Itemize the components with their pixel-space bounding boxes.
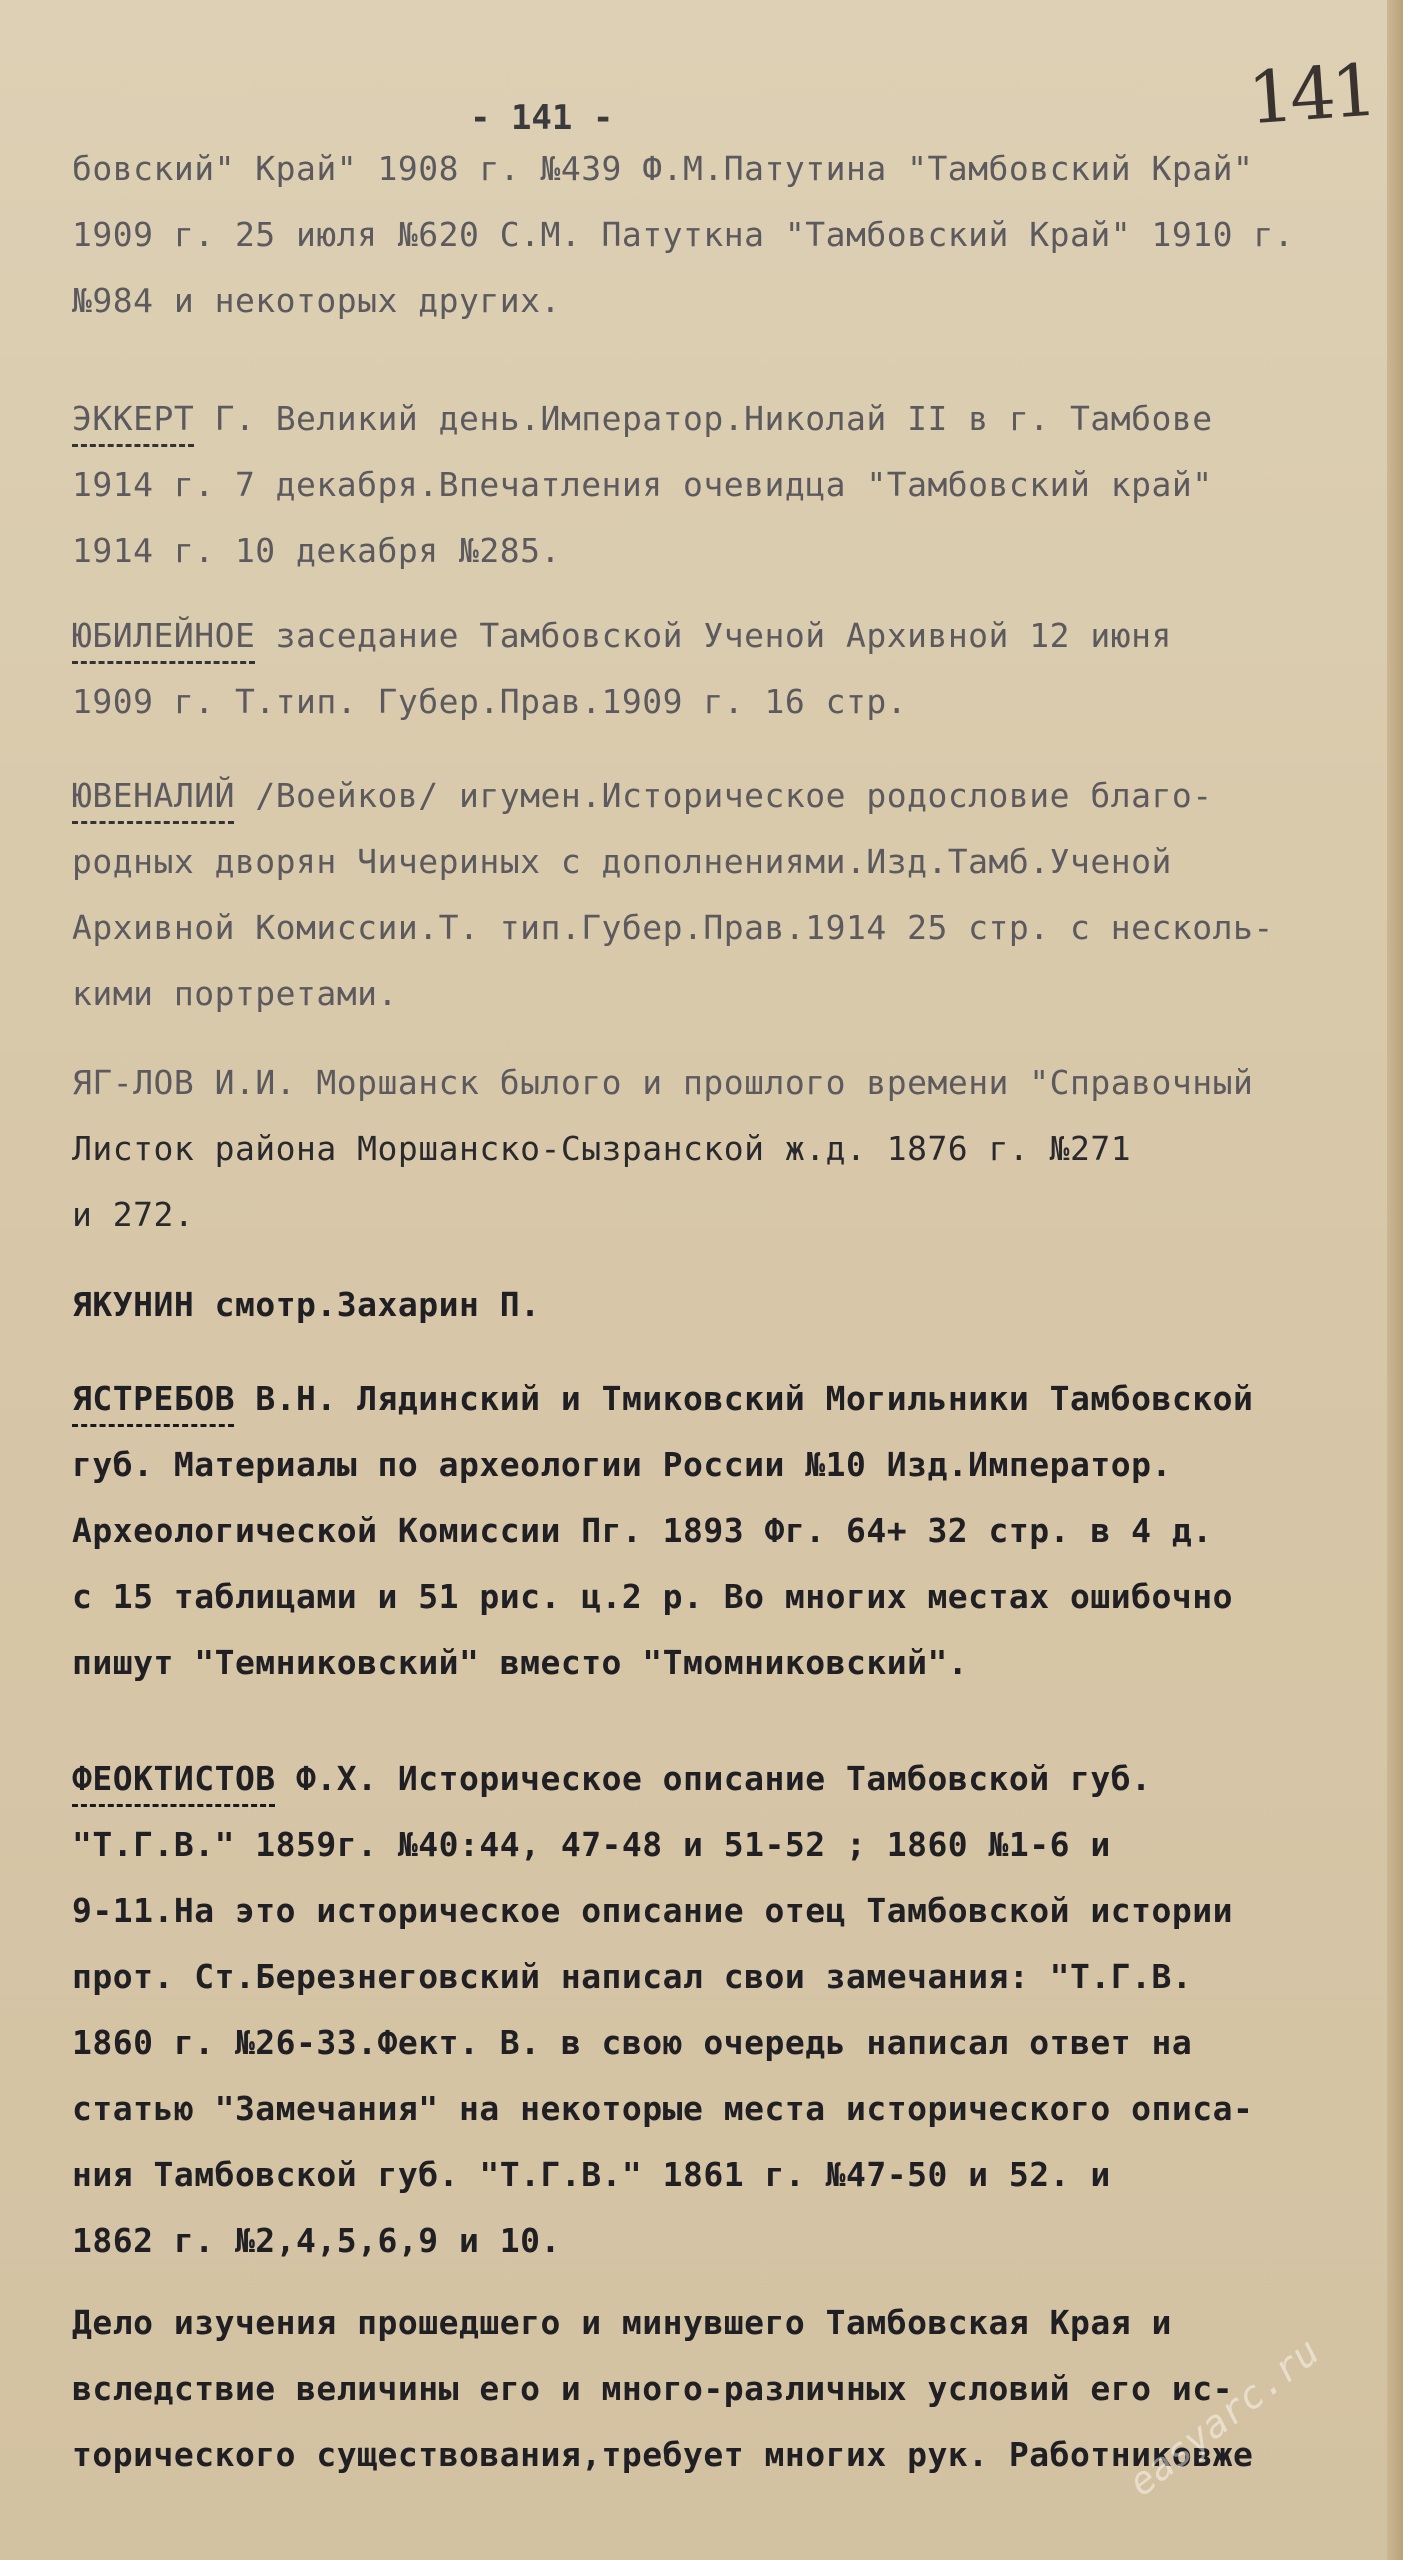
entry-first-line (72, 763, 1342, 829)
bibliography-entry (72, 1272, 1342, 1338)
text-line: пишут "Темниковский" вместо "Тмомниковский". (72, 1643, 969, 1682)
entry-key: ФЕОКТИСТОВ (72, 1759, 276, 1798)
bibliography-entry (72, 386, 1342, 584)
text-line: 1860 г. №26-33.Фект. В. в свою очередь написал ответ на (72, 2023, 1193, 2062)
entry-text: Г. Великий день.Император.Николай II в г. Тамбове (194, 399, 1213, 438)
watermark: easyarc.ru (1120, 2329, 1328, 2505)
entry-text: смотр.Захарин П. (194, 1285, 541, 1324)
text-line: Археологической Комиссии Пг. 1893 Фг. 64+ 32 стр. в 4 д. (72, 1511, 1213, 1550)
text-line: и 272. (72, 1195, 195, 1234)
text-line: Дело изучения прошедшего и минувшего Тамбовская Края и (72, 2303, 1172, 2342)
text-line: торического существования,требует многих рук. Работниковже (72, 2435, 1254, 2474)
entry-first-line (72, 386, 1342, 452)
entry-first-line (72, 1050, 1342, 1116)
text-line: Архивной Комиссии.Т. тип.Губер.Прав.1914 25 стр. с несколь- (72, 908, 1274, 947)
text-line: 1909 г. Т.тип. Губер.Прав.1909 г. 16 стр. (72, 682, 908, 721)
entry-key: ЯСТРЕБОВ (72, 1379, 235, 1418)
entry-key: ЭККЕРТ (72, 399, 195, 438)
entry-first-line (72, 1366, 1342, 1432)
entry-key: ЮБИЛЕЙНОЕ (72, 616, 256, 655)
text-line: "Т.Г.В." 1859г. №40:44, 47-48 и 51-52 ; 1860 №1-6 и (72, 1825, 1111, 1864)
bibliography-entry (72, 1366, 1342, 1696)
text-line: 9-11.На это историческое описание отец Тамбовской истории (72, 1891, 1233, 1930)
text-line: вследствие величины его и много-различных условий его ис- (72, 2369, 1233, 2408)
text-line: 1862 г. №2,4,5,6,9 и 10. (72, 2221, 561, 2260)
text-line: бовский" Край" 1908 г. №439 Ф.М.Патутина "Тамбовский Край" (72, 149, 1254, 188)
bibliography-entry (72, 1050, 1342, 1248)
text-line: №984 и некоторых других. (72, 281, 561, 320)
bibliography-entry (72, 1746, 1342, 2274)
text-line: кими портретами. (72, 974, 398, 1013)
entry-text: /Воейков/ игумен.Историческое родословие благо- (234, 776, 1213, 815)
bibliography-entry (72, 763, 1342, 1027)
text-line: губ. Материалы по археологии России №10 Изд.Император. (72, 1445, 1172, 1484)
entry-key: ЮВЕНАЛИЙ (72, 776, 235, 815)
handwritten-page-number: 141 (1245, 47, 1377, 141)
text-line: статью "Замечания" на некоторые места исторического описа- (72, 2089, 1254, 2128)
page-number: - 141 - (470, 98, 614, 138)
entry-first-line (72, 603, 1342, 669)
text-line: родных дворян Чичериных с дополнениями.Изд.Тамб.Ученой (72, 842, 1172, 881)
entry-text: В.Н. Лядинский и Тмиковский Могильники Тамбовской (234, 1379, 1254, 1418)
text-line: 1914 г. 10 декабря №285. (72, 531, 561, 570)
entry-key: ЯГ-ЛОВ (72, 1063, 195, 1102)
text-line: 1914 г. 7 декабря.Впечатления очевидца "Тамбовский край" (72, 465, 1213, 504)
entry-text: заседание Тамбовской Ученой Архивной 12 июня (255, 616, 1172, 655)
entry-first-line (72, 1272, 1342, 1338)
entry-text: И.И. Моршанск былого и прошлого времени "Справочный (194, 1063, 1254, 1102)
entry-text: Ф.Х. Историческое описание Тамбовской губ. (275, 1759, 1152, 1798)
text-line: 1909 г. 25 июля №620 С.М. Патуткна "Тамбовский Край" 1910 г. (72, 215, 1295, 254)
bibliography-entry (72, 603, 1342, 735)
paper-edge (1387, 0, 1403, 2560)
continuation-block (72, 136, 1342, 334)
text-line: Листок района Моршанско-Сызранской ж.д. 1876 г. №271 (72, 1129, 1132, 1168)
entry-key: ЯКУНИН (72, 1285, 195, 1324)
text-line: ния Тамбовской губ. "Т.Г.В." 1861 г. №47-50 и 52. и (72, 2155, 1111, 2194)
text-line: с 15 таблицами и 51 рис. ц.2 р. Во многих местах ошибочно (72, 1577, 1233, 1616)
text-line: прот. Ст.Березнеговский написал свои замечания: "Т.Г.В. (72, 1957, 1193, 1996)
entry-first-line (72, 1746, 1342, 1812)
